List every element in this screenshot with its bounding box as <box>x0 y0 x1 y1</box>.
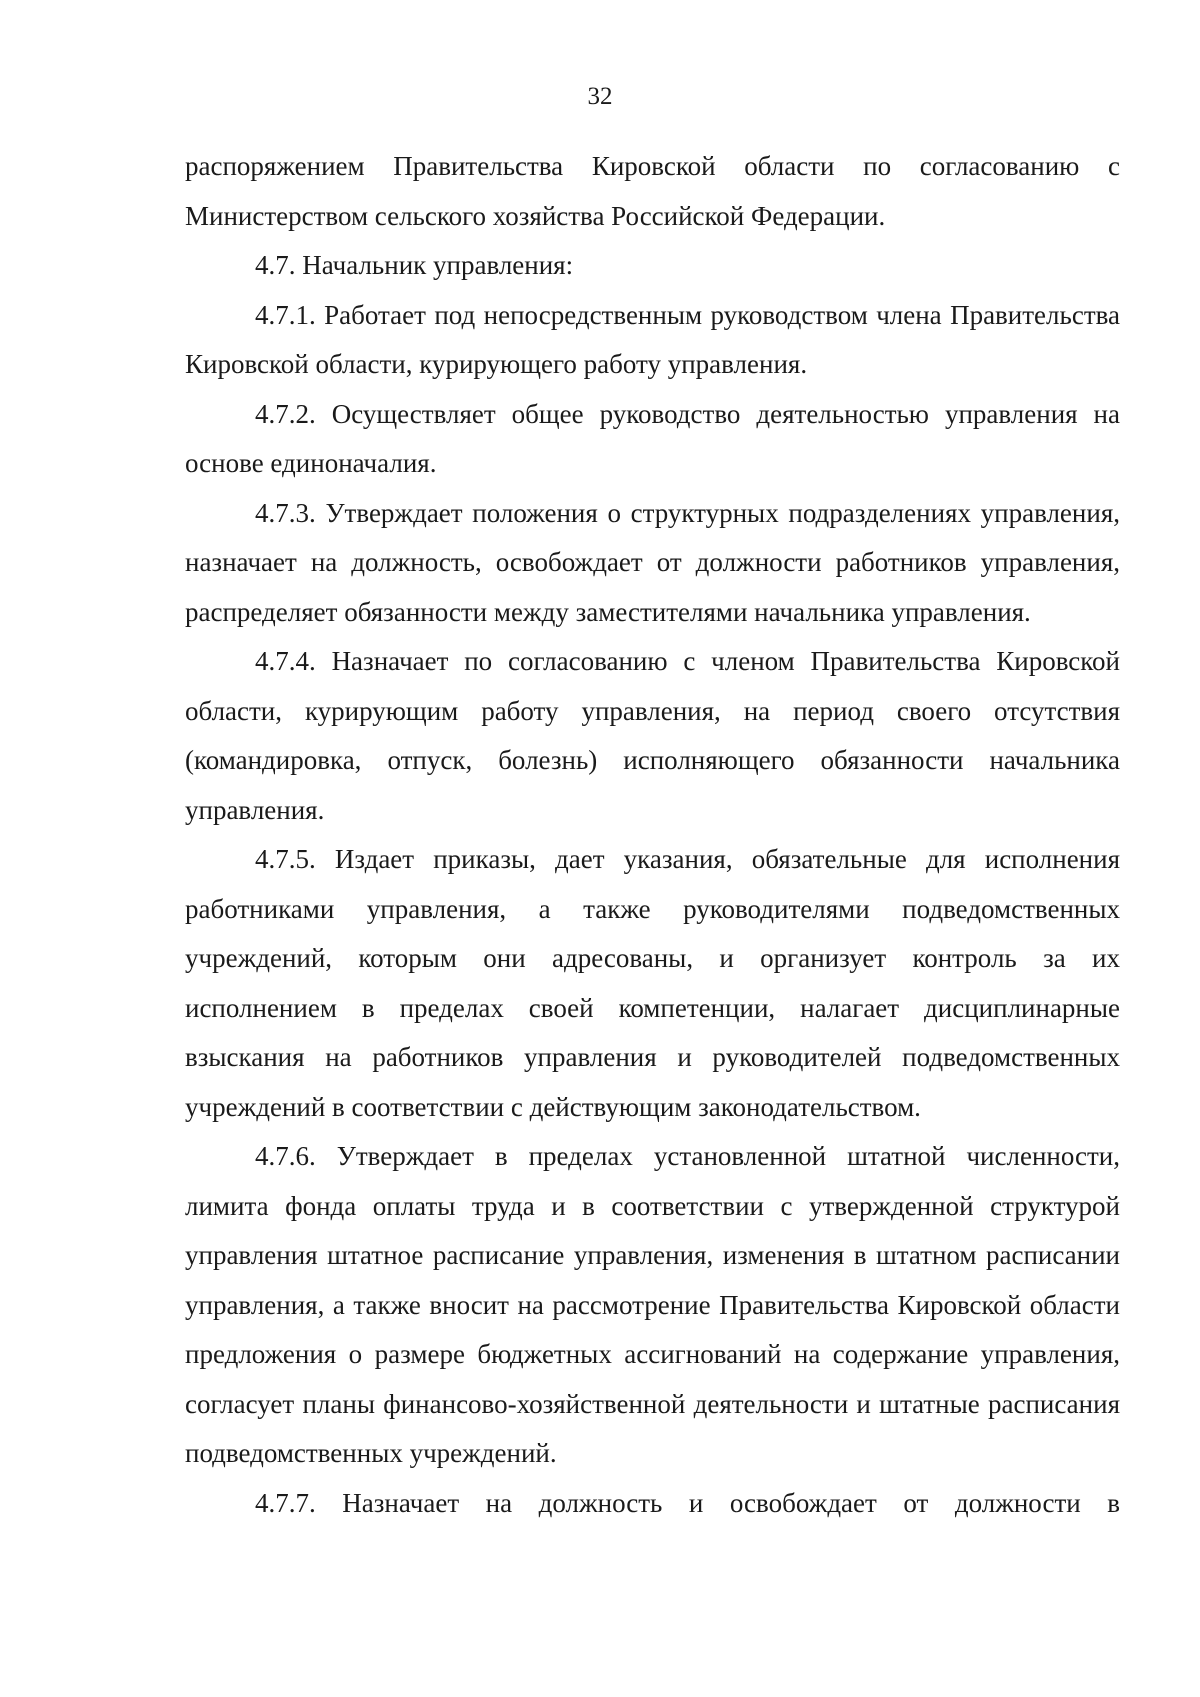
paragraph-4-7-5: 4.7.5. Издает приказы, дает указания, обязательные для исполнения работниками управления, а также руководителями подведомственных учреждений, которым они адресованы, и организует контроль за их исполнением в пределах своей компетенции, налагает дисциплинарные взыскания на работников управления и руководителей подведомственных учреждений в соответствии с действующим законодательством. <box>185 844 1120 1122</box>
paragraph-4-7-1: 4.7.1. Работает под непосредственным руководством члена Правительства Кировской области, курирующего работу управления. <box>185 299 1120 379</box>
paragraph-4-7-4: 4.7.4. Назначает по согласованию с членом Правительства Кировской области, курирующим работу управления, на период своего отсутствия (командировка, отпуск, болезнь) исполняющего обязанности начальника управления. <box>185 646 1120 825</box>
paragraph-4-7-7: 4.7.7. Назначает на должность и освобождает от должности в <box>255 1487 1120 1518</box>
paragraph-continuation: распоряжением Правительства Кировской области по согласованию с Министерством сельского хозяйства Российской Федерации. <box>185 151 1120 231</box>
paragraph-4-7-2: 4.7.2. Осуществляет общее руководство деятельностью управления на основе единоначалия. <box>185 398 1120 478</box>
page-number: 32 <box>587 83 613 110</box>
paragraph-4-7-3: 4.7.3. Утверждает положения о структурных подразделениях управления, назначает на должность, освобождает от должности работников управления, распределяет обязанности между заместителями начальника управления. <box>185 497 1120 627</box>
document-body <box>185 142 1120 1528</box>
paragraph-4-7: 4.7. Начальник управления: <box>255 250 574 280</box>
paragraph-4-7-6: 4.7.6. Утверждает в пределах установленной штатной численности, лимита фонда оплаты труда и в соответствии с утвержденной структурой управления штатное расписание управления, изменения в штатном расписании управления, а также вносит на рассмотрение Правительства Кировской области предложения о размере бюджетных ассигнований на содержание управления, согласует планы финансово-хозяйственной деятельности и штатные расписания подведомственных учреждений. <box>185 1141 1120 1468</box>
